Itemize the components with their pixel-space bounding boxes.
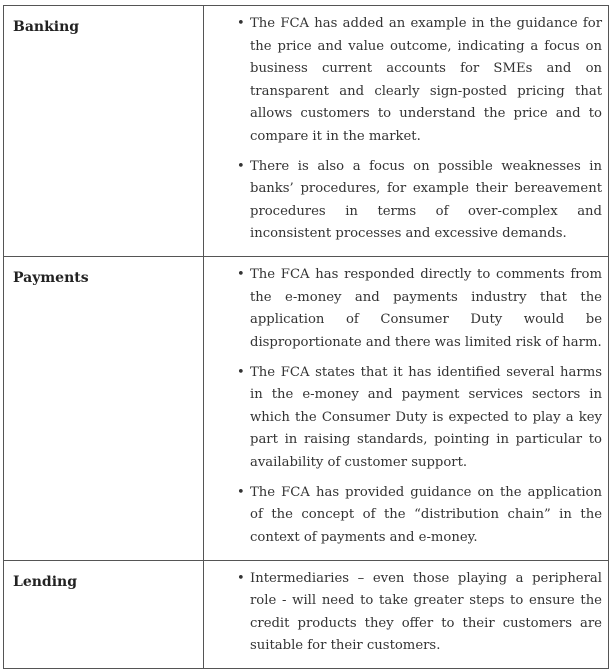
bullet-icon: • [237, 364, 245, 380]
table-row-lending [4, 560, 609, 669]
row-label-cell [4, 6, 204, 257]
row-label: Payments [13, 270, 89, 286]
row-content-cell [204, 560, 609, 669]
list-item [237, 568, 602, 658]
bullet-icon: • [237, 267, 245, 282]
bullet-icon: • [237, 158, 245, 174]
list-item [237, 13, 602, 148]
row-label-cell [4, 257, 204, 561]
bullet-icon: • [237, 570, 245, 586]
table-row-payments [4, 257, 609, 561]
bullet-text: Intermediaries – even those playing a peripheral role - will need to take greater steps to ensure the credit products they offer to their customers are suitable for their customers. [250, 570, 602, 653]
bullet-icon: • [237, 16, 245, 31]
bullet-list [204, 568, 602, 658]
bullet-list [204, 13, 602, 246]
table-row-banking [4, 6, 609, 257]
sector-table [3, 5, 609, 669]
bullet-text: There is also a focus on possible weaknesses in banks’ procedures, for example their bereavement procedures in terms of over-complex and inconsistent processes and excessive demands. [250, 158, 602, 241]
row-label: Lending [13, 573, 78, 590]
row-label-cell [4, 560, 204, 669]
list-item [237, 156, 602, 246]
bullet-list [204, 264, 602, 549]
bullet-icon: • [237, 484, 245, 500]
bullet-text: The FCA has provided guidance on the application of the concept of the “distribution chain” in the context of payments and e-money. [250, 484, 602, 545]
row-label: Banking [13, 19, 80, 35]
row-content-cell [204, 6, 609, 257]
list-item [237, 264, 602, 354]
bullet-text: The FCA states that it has identified several harms in the e-money and payment services sectors in which the Consumer Duty is expected to play a key part in raising standards, pointing in particular to availability of customer support. [250, 364, 602, 470]
bullet-text: The FCA has responded directly to comments from the e-money and payments industry that the application of Consumer Duty would be disproportionate and there was limited risk of harm. [250, 267, 602, 350]
bullet-text: The FCA has added an example in the guidance for the price and value outcome, indicating a focus on business current accounts for SMEs and on transparent and clearly sign-posted pricing that allows customers to understand the price and to compare it in the market. [250, 16, 602, 144]
list-item [237, 362, 602, 475]
list-item [237, 482, 602, 550]
row-content-cell [204, 257, 609, 561]
